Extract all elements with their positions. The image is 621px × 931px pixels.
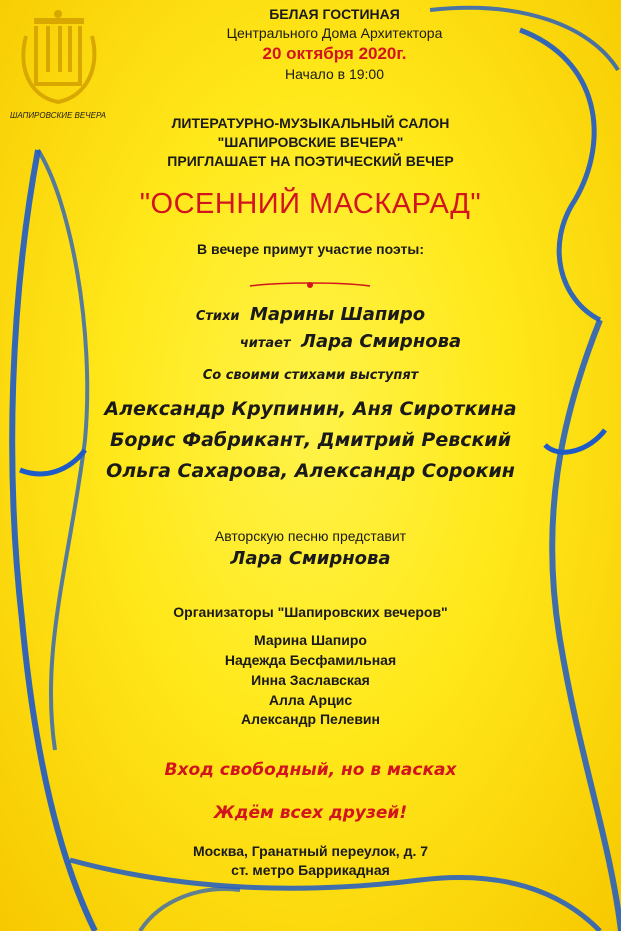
organizer-1: Марина Шапиро <box>254 632 367 648</box>
invite-line-2: "ШАПИРОВСКИЕ ВЕЧЕРА" <box>217 134 404 150</box>
address-line-2: ст. метро Баррикадная <box>231 862 390 878</box>
entry-note: Вход свободный, но в масках <box>164 760 457 780</box>
organizers-title: Организаторы "Шапировских вечеров" <box>173 604 448 620</box>
song-intro: Авторскую песню представит <box>214 528 407 544</box>
verses-word: Стихи <box>195 309 240 324</box>
own-poems-intro: Со своими стихами выступят <box>202 368 419 383</box>
logo-text: ШАПИРОВСКИЕ ВЕЧЕРА <box>10 111 106 120</box>
organizer-3: Инна Заславская <box>251 672 370 688</box>
event-title: "ОСЕННИЙ МАСКАРАД" <box>139 188 482 220</box>
poems-reader: Лара Смирнова <box>301 331 462 352</box>
welcome-note: Ждём всех друзей! <box>213 803 408 823</box>
invite-line-1: ЛИТЕРАТУРНО-МУЗЫКАЛЬНЫЙ САЛОН <box>171 115 450 131</box>
reader-line <box>40 331 621 352</box>
organizer-5: Александр Пелевин <box>241 711 380 727</box>
poems-line <box>0 304 621 325</box>
address-line-1: Москва, Гранатный переулок, д. 7 <box>192 843 429 859</box>
date: 20 октября 2020г. <box>262 44 407 63</box>
invite-line-3: ПРИГЛАШАЕТ НА ПОЭТИЧЕСКИЙ ВЕЧЕР <box>167 153 454 169</box>
poets-line-1: Александр Крупинин, Аня Сироткина <box>104 398 517 420</box>
song-performer: Лара Смирнова <box>230 548 391 569</box>
participants-intro: В вечере примут участие поэты: <box>197 241 424 257</box>
organizer-2: Надежда Бесфамильная <box>224 652 397 668</box>
poems-author: Марины Шапиро <box>249 304 426 325</box>
start-time: Начало в 19:00 <box>284 66 385 82</box>
house: Центрального Дома Архитектора <box>226 25 443 41</box>
organizer-4: Алла Арцис <box>268 692 353 708</box>
reads-word: читает <box>239 336 291 351</box>
poets-line-3: Ольга Сахарова, Александр Сорокин <box>106 460 515 482</box>
venue: БЕЛАЯ ГОСТИНАЯ <box>269 6 400 22</box>
poets-line-2: Борис Фабрикант, Дмитрий Ревский <box>109 429 512 451</box>
